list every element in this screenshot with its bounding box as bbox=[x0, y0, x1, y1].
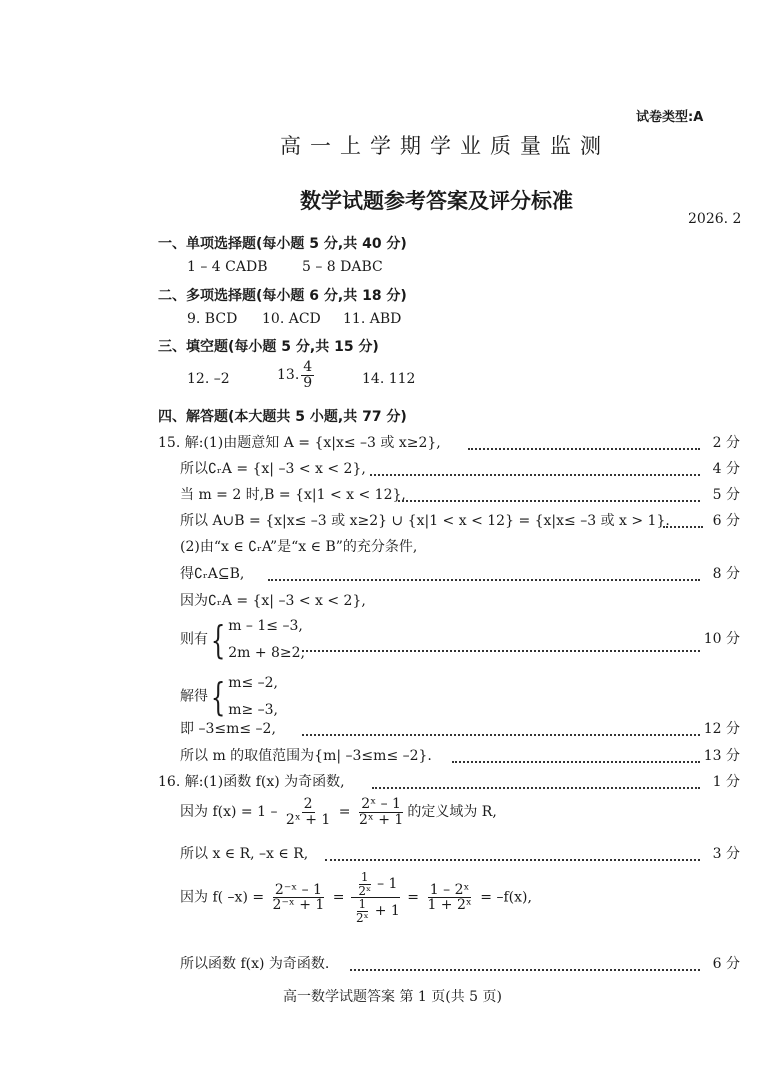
score-4: 4 分 bbox=[712, 461, 740, 477]
q15-line-9 bbox=[180, 670, 278, 723]
score-10: 10 分 bbox=[703, 631, 740, 647]
q16-line-4 bbox=[180, 871, 532, 924]
answer-13-fraction bbox=[301, 360, 314, 390]
fraction-numerator: 2⁻ˣ – 1 bbox=[274, 881, 322, 898]
brace-symbol: { bbox=[210, 617, 226, 662]
leader-dots bbox=[398, 500, 700, 502]
system-row-2: 2m + 8≥2, bbox=[228, 644, 305, 661]
answer-10: 10. ACD bbox=[262, 311, 321, 327]
leader-dots bbox=[268, 579, 700, 581]
fraction-numerator: 1 – 2ˣ bbox=[429, 881, 470, 898]
system-row-1: m – 1≤ –3, bbox=[228, 618, 303, 634]
q15-line-11: 所以 m 的取值范围为{m| –3≤m≤ –2}. bbox=[180, 748, 432, 764]
q15-line-8 bbox=[180, 613, 305, 666]
section-3-heading: 三、填空题(每小题 5 分,共 15 分) bbox=[158, 339, 379, 355]
system-row-1: m≤ –2, bbox=[228, 675, 279, 691]
score-2: 2 分 bbox=[712, 435, 740, 451]
section-2-heading: 二、多项选择题(每小题 6 分,共 18 分) bbox=[158, 288, 407, 304]
fraction-numerator: 1 bbox=[360, 870, 369, 884]
system-row-2: m≥ –3, bbox=[228, 701, 279, 718]
score-6: 6 分 bbox=[712, 956, 740, 972]
compound-denominator bbox=[349, 898, 403, 924]
q15-line-5: (2)由“x ∈ ∁ᵣA”是“x ∈ B”的充分条件, bbox=[180, 539, 418, 555]
answer-13-label: 13. bbox=[277, 367, 300, 384]
formula-suffix: 的定义域为 R, bbox=[407, 804, 497, 821]
compound-numerator bbox=[351, 871, 400, 898]
leader-dots bbox=[452, 761, 700, 763]
fraction bbox=[425, 883, 473, 913]
system-label: 则有 bbox=[180, 631, 208, 648]
q16-line-5: 所以函数 f(x) 为奇函数. bbox=[180, 956, 330, 972]
q15-line-6: 得∁ᵣA⊆B, bbox=[180, 566, 245, 582]
fraction-denominator: 2ˣ + 1 bbox=[285, 811, 331, 828]
fraction bbox=[271, 883, 327, 913]
fraction-denominator: 2ˣ + 1 bbox=[358, 811, 404, 828]
fraction bbox=[354, 898, 371, 924]
q15-line-4: 所以 A∪B = {x|x≤ –3 或 x≥2} ∪ {x|1 < x < 12} = {x|x≤ –3 或 x > 1}. bbox=[180, 513, 670, 529]
formula-prefix: 因为 f( –x) = bbox=[180, 889, 265, 906]
fraction-denominator: 2ˣ bbox=[358, 883, 372, 898]
compound-fraction bbox=[349, 871, 403, 924]
answers-5-8: 5 – 8 DABC bbox=[302, 259, 383, 275]
score-8: 8 分 bbox=[712, 566, 740, 582]
answer-12: 12. –2 bbox=[187, 371, 230, 387]
inequality-system bbox=[228, 613, 305, 666]
fraction bbox=[356, 871, 373, 897]
answer-key-title: 数学试题参考答案及评分标准 bbox=[300, 189, 573, 213]
exam-date: 2026. 2 bbox=[688, 211, 742, 227]
denominator-rest: + 1 bbox=[374, 902, 400, 919]
q15-line-7: 因为∁ᵣA = {x| –3 < x < 2}, bbox=[180, 593, 366, 609]
equals-sign: = bbox=[332, 889, 345, 906]
paper-type-label: 试卷类型:A bbox=[636, 110, 704, 125]
q15-line-3: 当 m = 2 时,B = {x|1 < x < 12}, bbox=[180, 487, 406, 503]
q16-line-1: 16. 解:(1)函数 f(x) 为奇函数, bbox=[158, 774, 345, 790]
fraction-denominator: 2⁻ˣ + 1 bbox=[272, 897, 325, 914]
brace-symbol: { bbox=[210, 674, 226, 719]
formula-prefix: 因为 f(x) = 1 – bbox=[180, 804, 278, 821]
system-label: 解得 bbox=[180, 688, 208, 705]
leader-dots bbox=[302, 734, 700, 736]
q15-line-2: 所以∁ᵣA = {x| –3 < x < 2}, bbox=[180, 461, 366, 477]
fraction bbox=[284, 797, 332, 827]
leader-dots bbox=[468, 448, 700, 450]
leader-dots bbox=[663, 526, 703, 528]
numerator-rest: – 1 bbox=[377, 875, 398, 892]
fraction-denominator: 2ˣ bbox=[355, 910, 369, 925]
equals-sign: = bbox=[407, 889, 419, 906]
equals-sign: = bbox=[338, 804, 351, 821]
section-1-heading: 一、单项选择题(每小题 5 分,共 40 分) bbox=[158, 236, 407, 252]
leader-dots bbox=[372, 787, 700, 789]
section-4-heading: 四、解答题(本大题共 5 小题,共 77 分) bbox=[158, 409, 407, 425]
answer-13 bbox=[277, 360, 316, 390]
leader-dots bbox=[350, 969, 700, 971]
fraction bbox=[357, 797, 405, 827]
inequality-system bbox=[228, 670, 278, 723]
score-12: 12 分 bbox=[703, 721, 740, 737]
fraction-numerator: 2ˣ – 1 bbox=[361, 796, 401, 812]
answer-11: 11. ABD bbox=[343, 311, 402, 327]
answers-1-4: 1 – 4 CADB bbox=[187, 259, 268, 275]
score-3: 3 分 bbox=[712, 846, 740, 862]
score-6: 6 分 bbox=[712, 513, 740, 529]
leader-dots bbox=[370, 474, 700, 476]
leader-dots bbox=[302, 650, 700, 652]
exam-title: 高一上学期学业质量监测 bbox=[280, 134, 610, 158]
score-1: 1 分 bbox=[712, 774, 740, 790]
q16-line-3: 所以 x ∈ R, –x ∈ R, bbox=[180, 846, 309, 862]
score-5: 5 分 bbox=[712, 487, 740, 503]
q16-line-2 bbox=[180, 797, 497, 827]
q15-line-1: 15. 解:(1)由题意知 A = {x|x≤ –3 或 x≥2}, bbox=[158, 435, 441, 451]
answer-9: 9. BCD bbox=[187, 311, 238, 327]
q15-line-10: 即 –3≤m≤ –2, bbox=[180, 721, 276, 737]
formula-suffix: = –f(x), bbox=[480, 889, 532, 906]
score-13: 13 分 bbox=[703, 748, 740, 764]
fraction-numerator: 4 bbox=[303, 359, 313, 375]
fraction-numerator: 1 bbox=[358, 897, 367, 912]
fraction-denominator: 1 + 2ˣ bbox=[427, 897, 472, 914]
fraction-numerator: 2 bbox=[303, 796, 313, 812]
fraction-denominator: 9 bbox=[303, 374, 313, 391]
leader-dots bbox=[325, 859, 700, 861]
page-footer: 高一数学试题答案 第 1 页(共 5 页) bbox=[283, 989, 502, 1005]
answer-14: 14. 112 bbox=[362, 371, 416, 387]
